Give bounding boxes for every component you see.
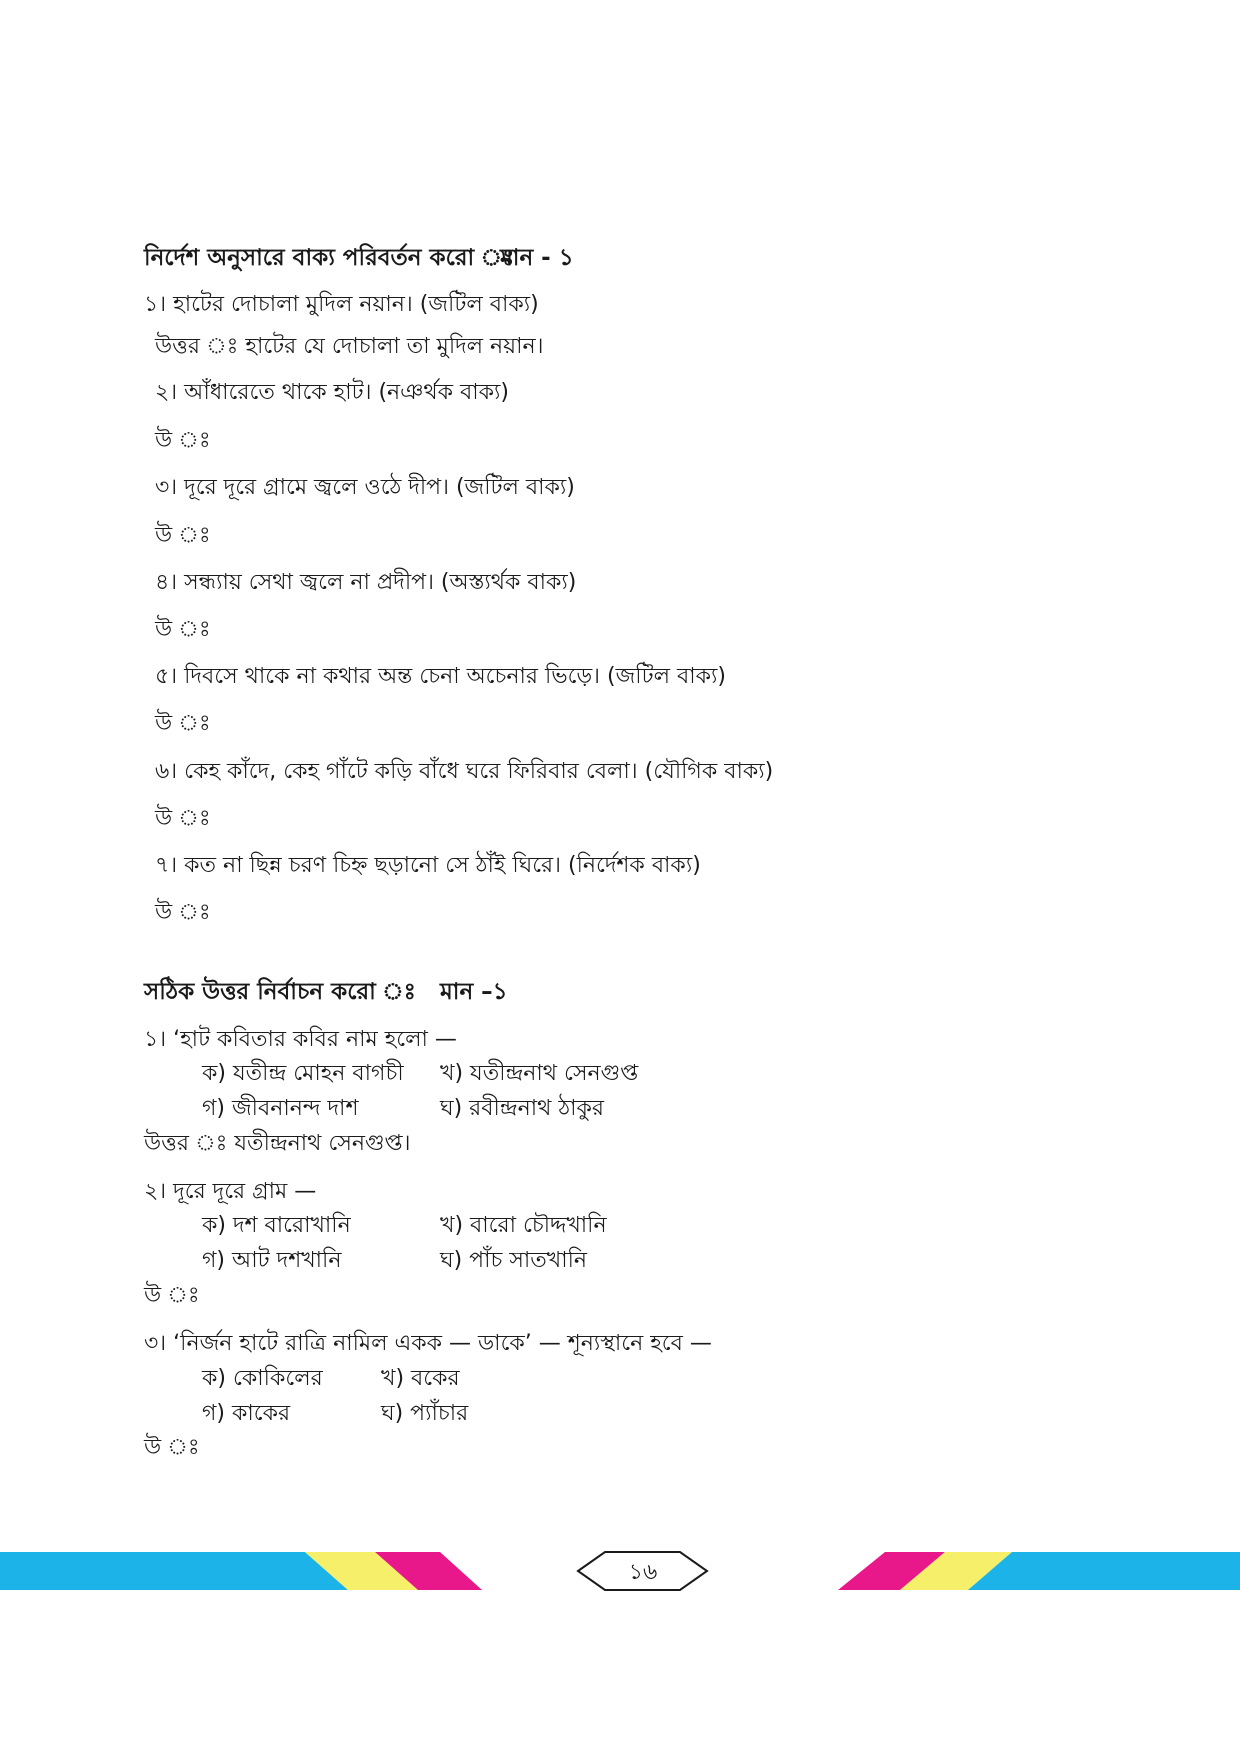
option-ga: গ) কাকের (202, 1401, 291, 1426)
page-number: ১৬ (628, 1560, 658, 1585)
mcq-question-3: ৩। ‘নির্জন হাটে রাত্রি নামিল একক — ডাকে’ — শূন্যস্থানে হবে — (144, 1331, 712, 1356)
mcq-answer-2: উ ঃ (144, 1283, 200, 1308)
option-ga: গ) জীবনানন্দ দাশ (202, 1096, 359, 1121)
option-gha: ঘ) পাঁচ সাতখানি (440, 1248, 588, 1273)
question-7: ৭। কত না ছিন্ন চরণ চিহ্ন ছড়ানো সে ঠাঁই ঘিরে। (নির্দেশক বাক্য) (155, 853, 701, 878)
answer-6: উ ঃ (155, 806, 211, 831)
section-heading-transform: নির্দেশ অনুসারে বাক্য পরিবর্তন করো ঃ (144, 245, 515, 271)
answer-3: উ ঃ (155, 523, 211, 548)
option-gha: ঘ) রবীন্দ্রনাথ ঠাকুর (440, 1096, 604, 1121)
answer-7: উ ঃ (155, 900, 211, 925)
question-4: ৪। সন্ধ্যায় সেথা জ্বলে না প্রদীপ। (অস্ত্যর্থক বাক্য) (155, 570, 577, 595)
mcq-answer-1: উত্তর ঃ যতীন্দ্রনাথ সেনগুপ্ত। (144, 1131, 411, 1156)
question-2: ২। আঁধারেতে থাকে হাট। (নঞর্থক বাক্য) (155, 380, 510, 405)
option-ga: গ) আট দশখানি (202, 1248, 342, 1273)
question-1: ১। হাটের দোচালা মুদিল নয়ান। (জটিল বাক্য) (144, 292, 539, 317)
answer-2: উ ঃ (155, 428, 211, 453)
mcq-question-1: ১। ‘হাট কবিতার কবির নাম হলো — (144, 1027, 457, 1052)
question-5: ৫। দিবসে থাকে না কথার অন্ত চেনা অচেনার ভিড়ে। (জটিল বাক্য) (155, 664, 726, 689)
band-right-cyan (968, 1552, 1240, 1590)
option-kha: খ) বারো চৌদ্দখানি (440, 1213, 607, 1238)
option-kha: খ) যতীন্দ্রনাথ সেনগুপ্ত (440, 1061, 639, 1086)
answer-4: উ ঃ (155, 617, 211, 642)
option-ka: ক) দশ বারোখানি (202, 1213, 351, 1238)
mcq-question-2: ২। দূরে দূরে গ্রাম — (144, 1179, 317, 1204)
section-marks: মান –১ (440, 979, 508, 1005)
question-3: ৩। দূরে দূরে গ্রামে জ্বলে ওঠে দীপ। (জটিল বাক্য) (155, 475, 575, 500)
mcq-answer-3: উ ঃ (144, 1435, 200, 1460)
band-left-cyan (0, 1552, 348, 1590)
option-ka: ক) যতীন্দ্র মোহন বাগচী (202, 1061, 404, 1086)
option-gha: ঘ) প্যাঁচার (381, 1401, 469, 1426)
section-marks: মান - ১ (500, 245, 574, 271)
answer-5: উ ঃ (155, 711, 211, 736)
question-6: ৬। কেহ কাঁদে, কেহ গাঁটে কড়ি বাঁধে ঘরে ফিরিবার বেলা। (যৌগিক বাক্য) (155, 759, 774, 784)
answer-1: উত্তর ঃ হাটের যে দোচালা তা মুদিল নয়ান। (155, 334, 544, 359)
option-kha: খ) বকের (381, 1366, 460, 1391)
footer-band (0, 1540, 1240, 1596)
option-ka: ক) কোকিলের (202, 1366, 323, 1391)
section-heading-mcq: সঠিক উত্তর নির্বাচন করো ঃ (144, 979, 416, 1005)
